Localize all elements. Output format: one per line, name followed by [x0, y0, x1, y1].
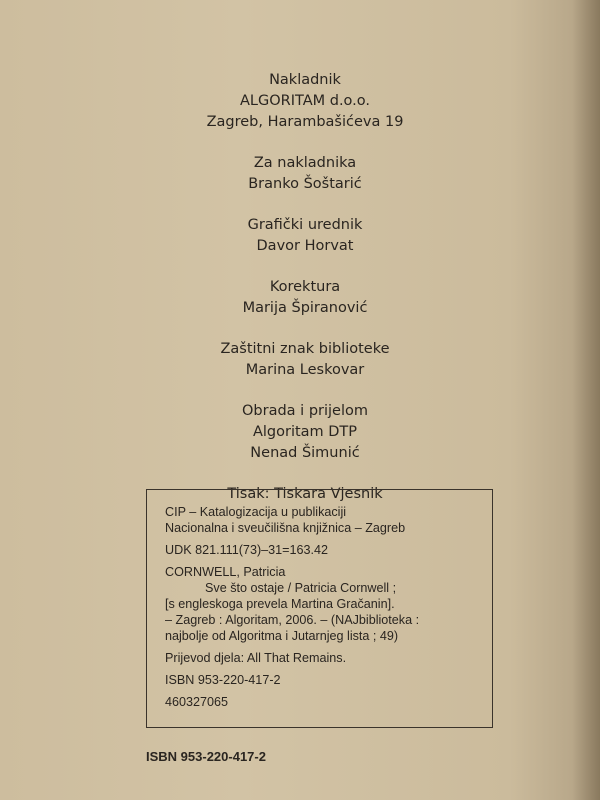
cip-description: [s engleskoga prevela Martina Gračanin].	[165, 597, 395, 611]
library-logo-group	[185, 339, 425, 381]
cip-description: najbolje od Algoritma i Jutarnjeg lista ; 49)	[165, 629, 399, 643]
credit-line: Marina Leskovar	[245, 362, 365, 378]
cip-library: Nacionalna i sveučilišna knjižnica – Zagreb	[165, 521, 406, 535]
credits-block	[185, 70, 425, 505]
cip-title: Sve što ostaje / Patricia Cornwell ;	[205, 581, 397, 595]
credit-line: Grafički urednik	[247, 217, 363, 233]
credit-line: Zaštitni znak biblioteke	[220, 341, 390, 357]
credit-line: ALGORITAM d.o.o.	[239, 93, 371, 109]
cip-isbn: ISBN 953-220-417-2	[165, 673, 281, 687]
layout-group	[185, 401, 425, 464]
credit-line: Nenad Šimunić	[250, 445, 360, 461]
credit-line: Branko Šoštarić	[248, 176, 362, 192]
credit-line: Nakladnik	[269, 72, 341, 88]
credit-line: Korektura	[269, 279, 341, 295]
printer-line: Tisak: Tiskara Vjesnik	[227, 486, 383, 502]
credit-line: Davor Horvat	[256, 238, 354, 254]
credit-line: Algoritam DTP	[252, 424, 358, 440]
graphic-editor-group	[185, 215, 425, 257]
cip-record-box	[146, 489, 493, 728]
page-gutter-shadow	[572, 0, 600, 800]
cip-udk: UDK 821.111(73)–31=163.42	[165, 543, 329, 557]
credit-line: Za nakladnika	[253, 155, 357, 171]
isbn-footer: ISBN 953-220-417-2	[146, 749, 266, 764]
publisher-group	[185, 70, 425, 133]
credit-line: Zagreb, Harambašićeva 19	[206, 114, 404, 130]
credit-line: Obrada i prijelom	[242, 403, 368, 419]
for-publisher-group	[185, 153, 425, 195]
cip-original-title: Prijevod djela: All That Remains.	[165, 651, 347, 665]
proofreading-group	[185, 277, 425, 319]
cip-record-number: 460327065	[165, 695, 229, 709]
cip-header: CIP – Katalogizacija u publikaciji	[165, 505, 347, 519]
cip-description: – Zagreb : Algoritam, 2006. – (NAJbiblioteka :	[165, 613, 420, 627]
credit-line: Marija Špiranović	[242, 300, 368, 316]
cip-author: CORNWELL, Patricia	[165, 565, 286, 579]
